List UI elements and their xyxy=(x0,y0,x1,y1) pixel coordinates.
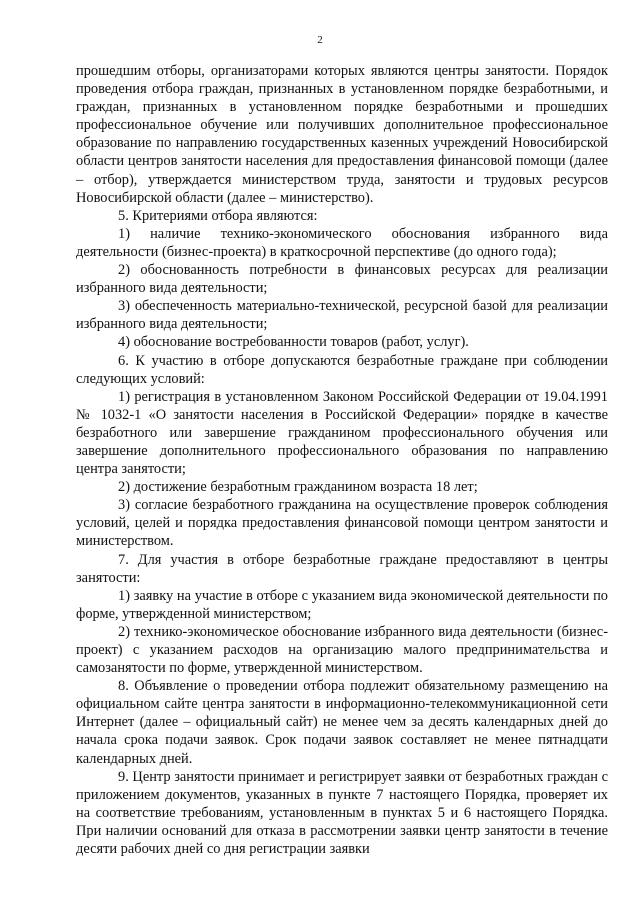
paragraph: 6. К участию в отборе допускаются безработные граждане при соблюдении следующих условий: xyxy=(76,352,608,387)
paragraph: прошедшим отборы, организаторами которых являются центры занятости. Порядок проведения отбора граждан, признанных в установленном порядке безработными, и граждан, признанных в установленном порядке безработными и прошедших профессиональное обучение или получивших дополнительное профессиональное образование по направлению государственных казенных учреждений Новосибирской области центров занятости населения для предоставления финансовой помощи (далее – отбор), утверждается министерством труда, занятости и трудовых ресурсов Новосибирской области (далее – министерство). xyxy=(76,63,608,206)
paragraph: 2) технико-экономическое обоснование избранного вида деятельности (бизнес-проект) с указанием расходов на организацию малого предпринимательства и самозанятости по форме, утвержденной министерством. xyxy=(76,623,608,677)
paragraph: 9. Центр занятости принимает и регистрирует заявки от безработных граждан с приложением документов, указанных в пункте 7 настоящего Порядка, проверяет их на соответствие требованиям, установленным в пунктах 5 и 6 настоящего Порядка. При наличии оснований для отказа в рассмотрении заявки центр занятости в течение десяти рабочих дней со дня регистрации заявки xyxy=(76,768,608,858)
paragraph: 2) достижение безработным гражданином возраста 18 лет; xyxy=(118,479,478,496)
paragraph: 1) наличие технико-экономического обоснования избранного вида деятельности (бизнес-проекта) в краткосрочной перспективе (до одного года); xyxy=(76,225,608,260)
paragraph: 7. Для участия в отборе безработные граждане предоставляют в центры занятости: xyxy=(76,551,608,586)
paragraph: 8. Объявление о проведении отбора подлежит обязательному размещению на официальном сайте центра занятости в информационно-телекоммуникационной сети Интернет (далее – официальный сайт) не менее чем за десять календарных дней до начала срока подачи заявок. Срок подачи заявок составляет не менее пятнадцати календарных дней. xyxy=(76,678,608,767)
paragraph: 2) обоснованность потребности в финансовых ресурсах для реализации избранного вида деятельности; xyxy=(76,262,608,297)
paragraph: 3) обеспеченность материально-технической, ресурсной базой для реализации избранного вида деятельности; xyxy=(76,298,608,333)
paragraph: 4) обоснование востребованности товаров (работ, услуг). xyxy=(118,334,469,351)
paragraph: 3) согласие безработного гражданина на осуществление проверок соблюдения условий, целей и порядка предоставления финансовой помощи центром занятости и министерством. xyxy=(76,497,608,550)
page-number: 2 xyxy=(317,34,323,46)
document-body xyxy=(76,62,608,858)
paragraph: 1) регистрация в установленном Законом Российской Федерации от 19.04.1991 № 1032-1 «О занятости населения в Российской Федерации» порядке в качестве безработного или завершение гражданином профессионального обучения или завершение дополнительного профессионального образования по направлению центра занятости; xyxy=(76,388,608,478)
paragraph: 1) заявку на участие в отборе с указанием вида экономической деятельности по форме, утвержденной министерством; xyxy=(76,587,608,622)
paragraph: 5. Критериями отбора являются: xyxy=(118,207,318,224)
